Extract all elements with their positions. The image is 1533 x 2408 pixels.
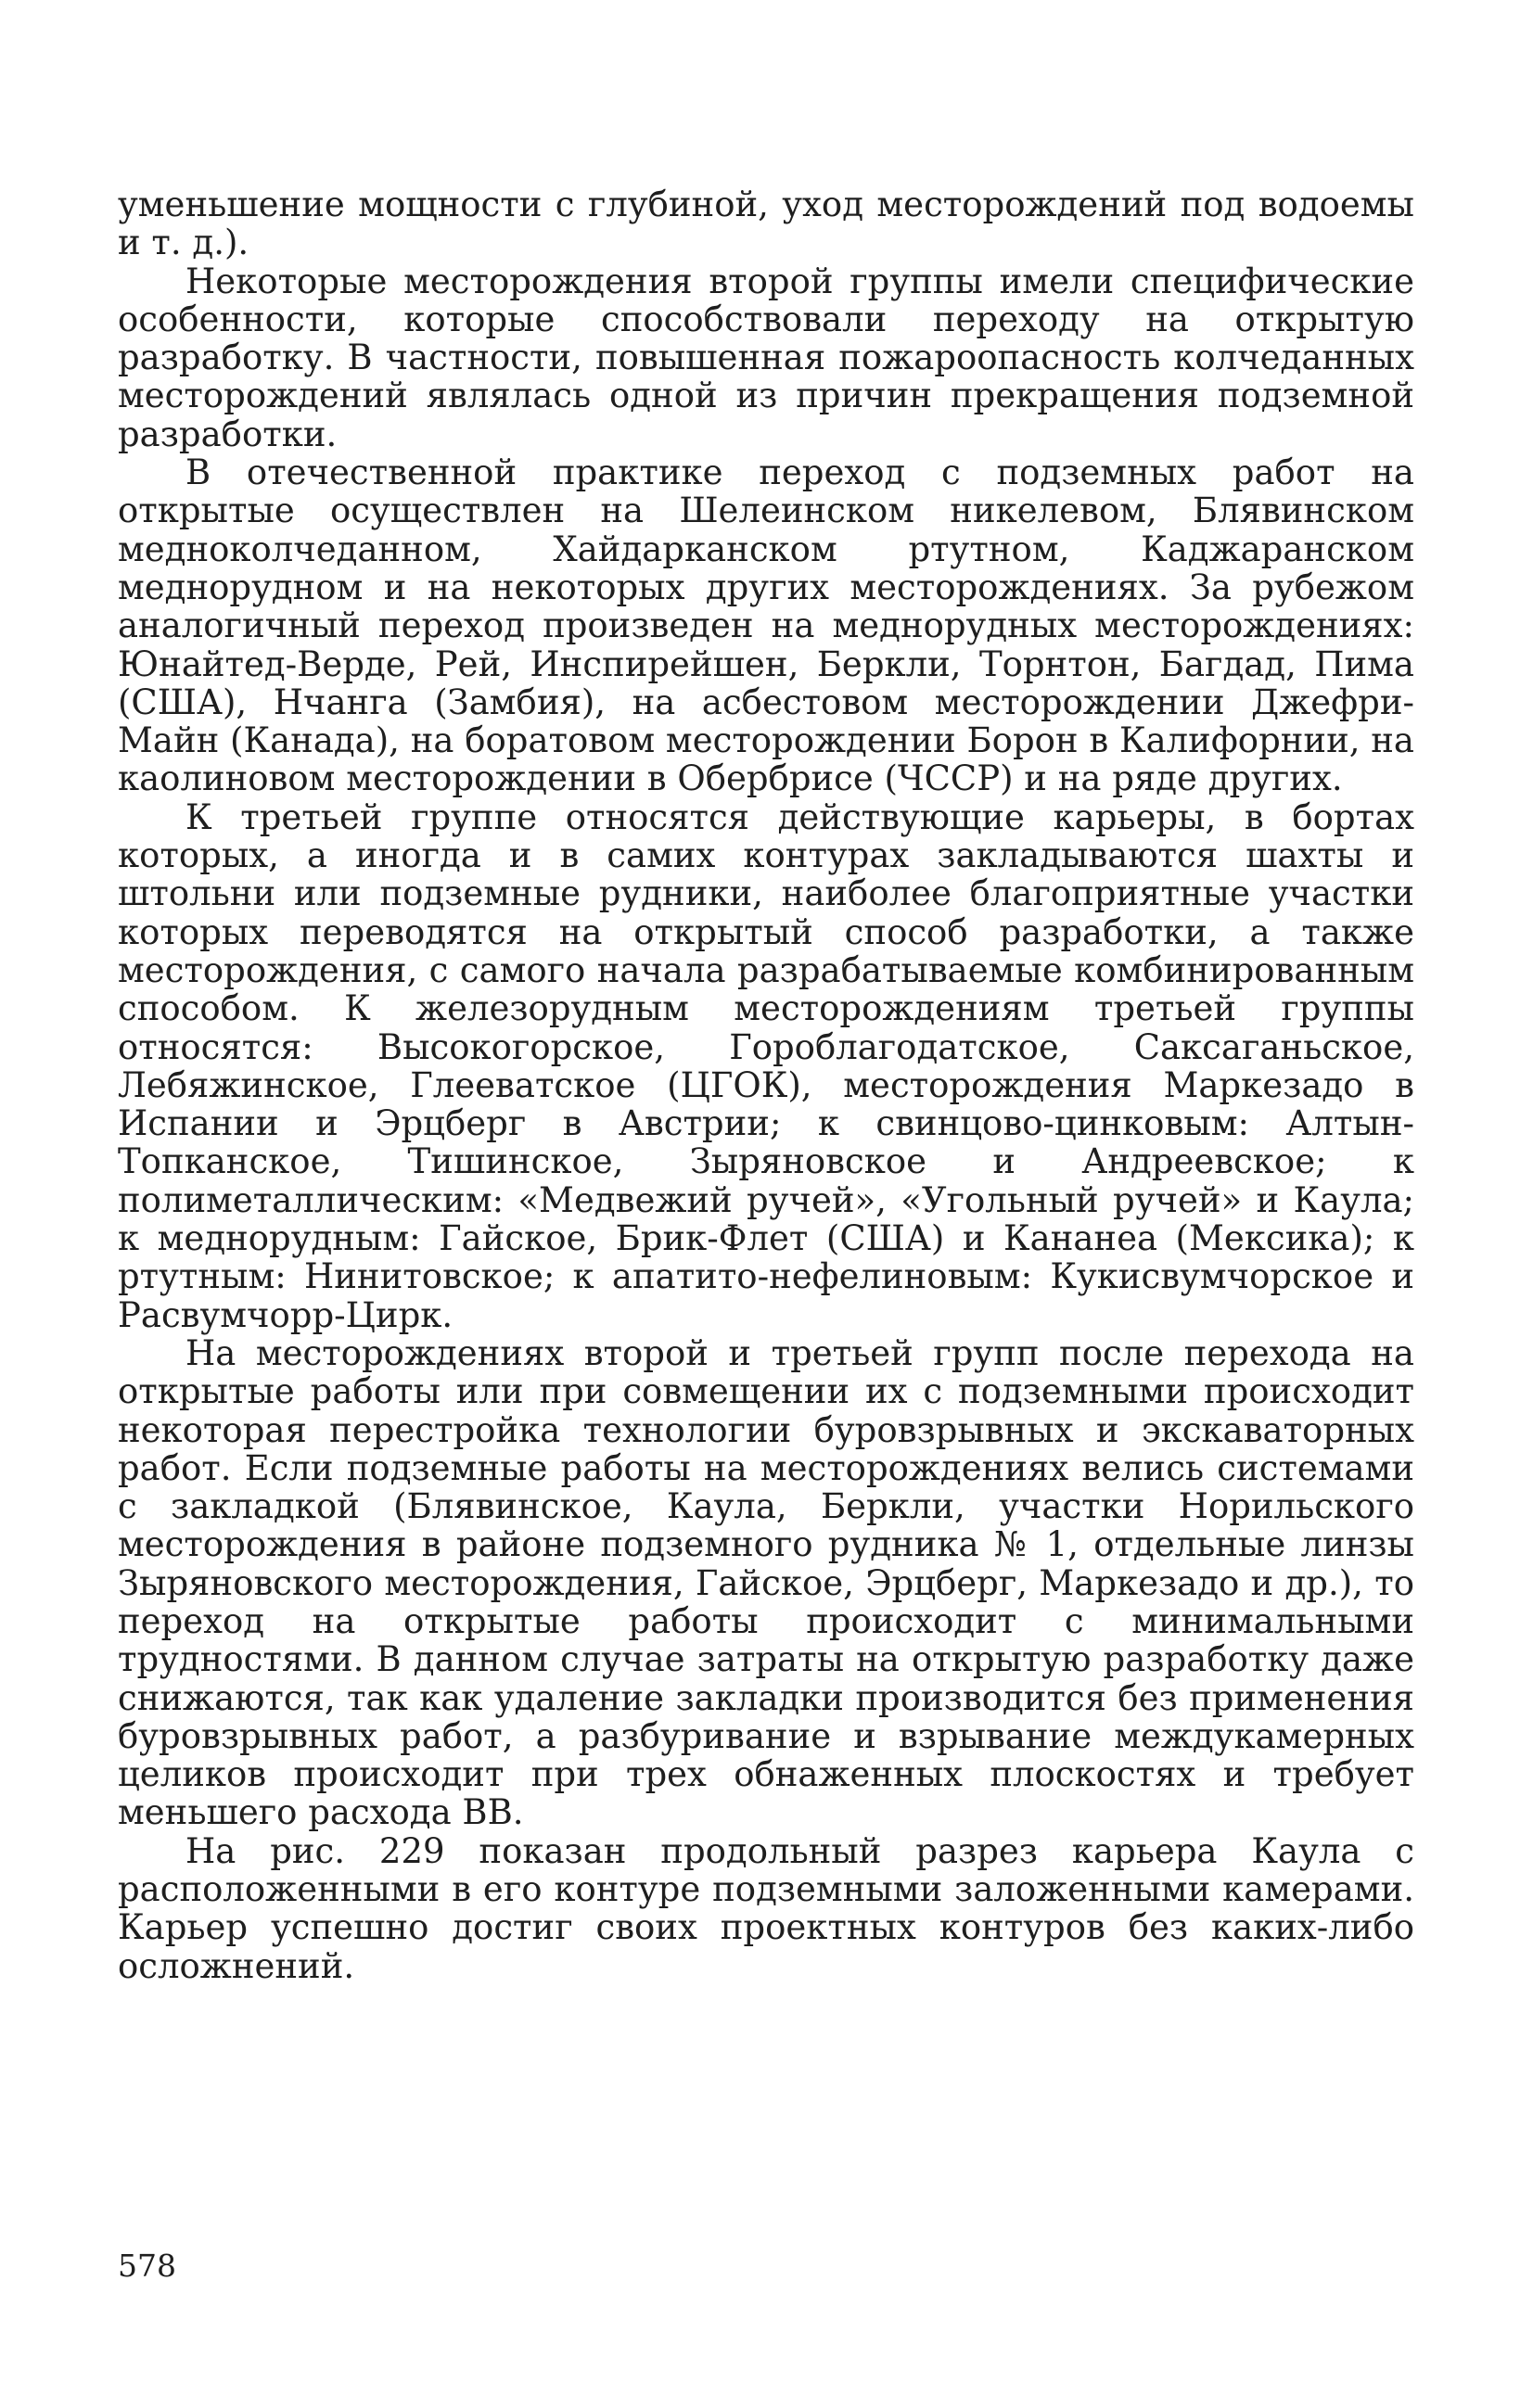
paragraph-3: В отечественной практике переход с подземных работ на открытые осуществлен на Шелеинском никелевом, Блявинском медноколчеданном, Хайдарканском ртутном, Каджаранском меднорудном и на некоторых других месторождениях. За рубежом аналогичный переход произведен на меднорудных месторождениях: Юнайтед-Верде, Рей, Инспирейшен, Беркли, Торнтон, Багдад, Пима (США), Нчанга (Замбия), на асбестовом месторождении Джефри-Майн (Канада), на боратовом месторождении Борон в Калифорнии, на каолиновом месторождении в Обербрисе (ЧССР) и на ряде других. (118, 452, 1414, 799)
paragraph-6: На рис. 229 показан продольный разрез карьера Каула с расположенными в его контуре подземными заложенными камерами. Карьер успешно достиг своих проектных контуров без каких-либо осложнений. (118, 1830, 1414, 1986)
paragraph-1: уменьшение мощности с глубиной, уход месторождений под водоемы и т. д.). (118, 185, 1414, 263)
paragraph-2: Некоторые месторождения второй группы имели специфические особенности, которые способствовали переходу на открытую разработку. В частности, повышенная пожароопасность колчеданных месторождений являлась одной из причин прекращения подземной разработки. (118, 261, 1414, 454)
page-body (118, 185, 1414, 1985)
page-number: 578 (118, 2248, 176, 2284)
paragraph-4: К третьей группе относятся действующие карьеры, в бортах которых, а иногда и в самих контурах закладываются шахты и штольни или подземные рудники, наиболее благоприятные участки которых переводятся на открытый способ разработки, а также месторождения, с самого начала разрабатываемые комбинированным способом. К железорудным месторождениям третьей группы относятся: Высокогорское, Гороблагодатское, Саксаганьское, Лебяжинское, Глееватское (ЦГОК), месторождения Маркезадо в Испании и Эрцберг в Австрии; к свинцово-цинковым: Алтын-Топканское, Тишинское, Зыряновское и Андреевское; к полиметаллическим: «Медвежий ручей», «Угольный ручей» и Каула; к меднорудным: Гайское, Брик-Флет (США) и Кананеа (Мексика); к ртутным: Нинитовское; к апатито-нефелиновым: Кукисвумчорское и Расвумчорр-Цирк. (118, 796, 1414, 1335)
paragraph-5: На месторождениях второй и третьей групп после перехода на открытые работы или при совмещении их с подземными происходит некоторая перестройка технологии буровзрывных и экскаваторных работ. Если подземные работы на месторождениях велись системами с закладкой (Блявинское, Каула, Беркли, участки Норильского месторождения в районе подземного рудника № 1, отдельные линзы Зыряновского месторождения, Гайское, Эрцберг, Маркезадо и др.), то переход на открытые работы происходит с минимальными трудностями. В данном случае затраты на открытую разработку даже снижаются, так как удаление закладки производится без применения буровзрывных работ, а разбуривание и взрывание междукамерных целиков происходит при трех обнаженных плоскостях и требует меньшего расхода ВВ. (118, 1332, 1414, 1833)
